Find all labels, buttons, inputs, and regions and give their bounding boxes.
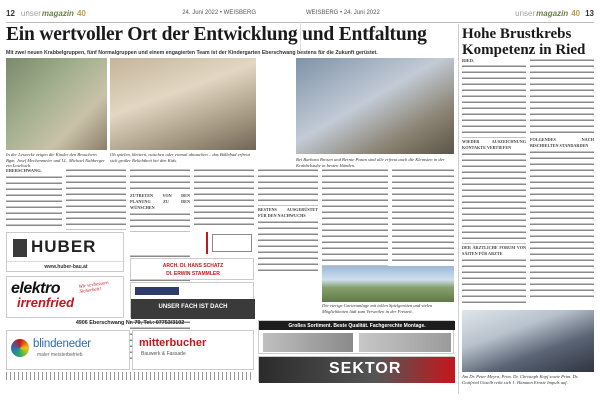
ad-huber[interactable] [6, 232, 124, 272]
footer-contact-line [6, 372, 254, 380]
architect-placeholder [194, 232, 254, 256]
column-2-body [66, 168, 126, 230]
side-article-divider [458, 24, 459, 394]
caption-doctors: Am Dr. Peter Meyrn, Prim. Dr. Christoph Kopf sowie Prim. Dr. Gottfried Unselb reiht sich 1. Hamann Ernste Impuls auf. [462, 374, 579, 385]
ad-roofing[interactable] [130, 282, 254, 318]
right-page-header [306, 6, 594, 20]
elektro-contact: 4906 Eberschwang Nr. 79, Tel.: 07753/3102 [75, 320, 185, 326]
main-text-column-4 [194, 168, 254, 228]
photo-garden [322, 266, 454, 302]
column-1-lead: EBERSCHWANG. [6, 168, 42, 173]
left-page-number: 12 [6, 8, 15, 18]
column-1-body [6, 175, 62, 229]
left-date-place: 24. Juni 2022 • WEISBERG [182, 10, 256, 16]
spread-divider [300, 22, 301, 52]
main-text-column-6 [322, 168, 388, 268]
huber-name: HUBER [31, 237, 97, 256]
ad-mitterbucher[interactable] [132, 330, 254, 370]
mitterbucher-name: mitterbucher [139, 337, 207, 349]
left-page-header [6, 6, 296, 20]
side-column-1-subhead-2: DER ÄRZTLICHE FORUM VON SÄITEN FÜR ARZTE [462, 245, 526, 257]
architect-name: ARCH. DI. HANS SCHATZ [162, 263, 224, 269]
stahlbau-slogan: Großes Sortiment. Beste Qualität. Fachgerechte Montage. [288, 322, 426, 329]
sektor-name: SEKTOR [329, 360, 402, 377]
photo-ball-pit [110, 58, 256, 150]
ad-sektor[interactable] [258, 356, 454, 382]
ad-blindeneder[interactable] [6, 330, 130, 370]
elektro-name: elektro [11, 280, 60, 297]
side-column-1-subhead: WIEDER AUSZEICHNUNG KONTAKTE VERTIEFEN [462, 139, 526, 151]
ad-architect[interactable] [130, 258, 254, 280]
photo-doctors [462, 310, 594, 372]
left-anniversary-badge: 40 [76, 8, 86, 18]
side-text-column-2 [530, 58, 594, 308]
main-headline: Ein wertvoller Ort der Entwicklung und Entfaltung [6, 24, 427, 45]
blindeneder-logo-icon [11, 339, 29, 357]
photo-crawling-group [296, 58, 454, 154]
elektro-tagline: Wir verbessern Sicherheit! [78, 280, 110, 296]
caption-garden: Die vierige Gartenanlage mit tollen Spielgeräten und vielen Möglichkeiten lädt zum Verweilen in der Freizeit. [322, 303, 433, 314]
caption-reading-corner: In der Leseecke zeigen die Kinder den Besuchern Bgm. Josef Mechenmeier und LL. Michael Nahberger ein Lesebuch. [6, 152, 105, 169]
huber-logo-icon [13, 239, 27, 257]
main-subline: Mit zwei neuen Krabbelgruppen, fünf Normalgruppen und einem engagierten Team ist der Kindergarten Eberschwang bestens für die Zukunft gerüstet. [6, 50, 378, 56]
side-column-2-subhead: FOLGENDES NACH BISCHIELTEN STANDARDEN [530, 137, 594, 148]
huber-url[interactable]: www.huber-bau.at [44, 264, 88, 270]
caption-ball-pit: Ob spielen, klettern, rutschen oder einmal abtauchen – das Bällebad erfreut sich großer Beliebtheit bei den Kids. [110, 152, 250, 163]
ad-elektro-irrenfried[interactable] [6, 276, 124, 318]
stahlbau-photo [263, 333, 353, 352]
right-date-place: WEISBERG • 24. Juni 2022 [306, 10, 380, 16]
caption-crawling-group: Bei Barbara Brosen und Bernie Pozan sind alle erfreut auch die Kleinsten in der Krabbelstube in besten Händen. [296, 157, 445, 168]
column-3-subhead: ZUTRETEN VON DEN PLANUNG ZU DEN WÜNSCHEN [130, 193, 190, 210]
side-text-column-1 [462, 58, 526, 308]
blindeneder-sub: maler meisterbetrieb [37, 352, 83, 358]
column-5-subhead: BESTENS AUSGERÜSTET FÜR DEN NACHWUCHS [258, 207, 318, 218]
ad-stahlbau[interactable] [258, 320, 454, 354]
side-column-1-lead: RIED. [462, 58, 475, 63]
elektro-name-2: irrenfried [17, 295, 75, 310]
blindeneder-name: blindeneder [33, 338, 91, 350]
roofing-logo-icon [135, 287, 179, 295]
main-text-column-2 [66, 168, 126, 230]
left-magazine-logo: unsermagazin [20, 8, 74, 18]
main-text-column-7 [392, 168, 454, 266]
main-text-column-5 [258, 168, 318, 268]
main-text-column-1 [6, 168, 62, 230]
right-page-number: 13 [585, 8, 594, 18]
roofing-slogan: UNSER FACH IST DACH [158, 304, 228, 310]
photo-reading-corner [6, 58, 107, 150]
mitterbucher-sub: Bauwerk & Fassade [141, 351, 186, 357]
architect-name-2: DI. ERWIN STAMMLER [166, 271, 220, 277]
stahlbau-photo-2 [359, 333, 451, 352]
right-anniversary-badge: 40 [571, 8, 581, 18]
side-headline: Hohe Brustkrebs Kompetenz in Ried [462, 26, 586, 59]
right-magazine-logo: unsermagazin [515, 8, 569, 18]
